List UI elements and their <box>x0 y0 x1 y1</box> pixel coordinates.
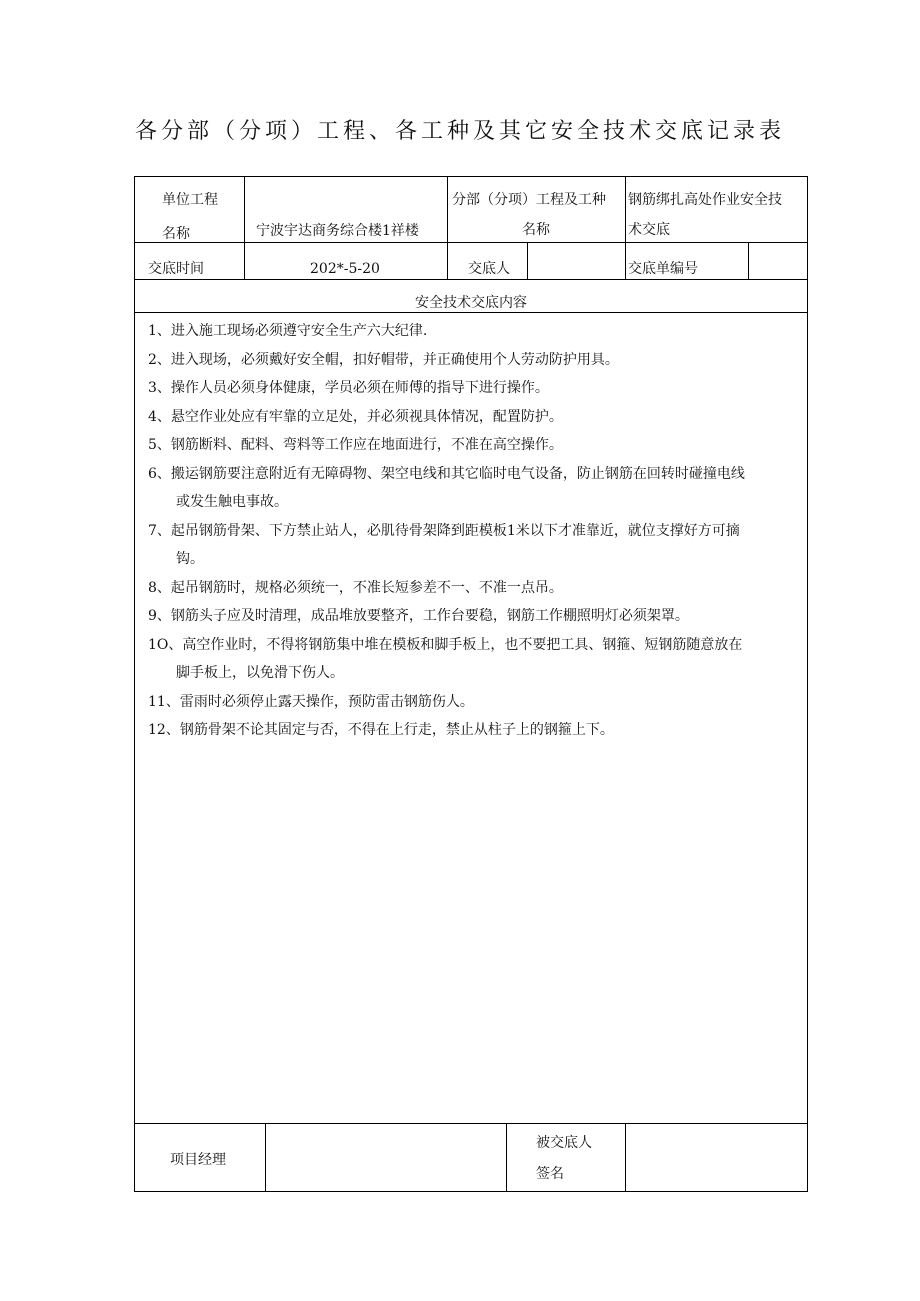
col-divider <box>506 1123 507 1192</box>
col-divider <box>265 1123 266 1192</box>
col-divider <box>748 242 749 279</box>
unit-name-value: 宁波宇达商务综合楼1祥楼 <box>256 223 419 239</box>
sub-project-label-1: 分部（分项）工程及工种 <box>452 192 606 208</box>
col-divider <box>527 242 528 279</box>
page-title: 各分部（分项）工程、各工种及其它安全技术交底记录表 <box>134 119 785 144</box>
receiver-label-2: 签名 <box>536 1166 564 1182</box>
manager-label: 项目经理 <box>170 1152 226 1168</box>
row-divider <box>134 312 808 313</box>
list-item: 1O、高空作业时，不得将钢筋集中堆在模板和脚手板上，也不要把工具、钢箍、短钢筋随意放在 脚手板上，以免滑下伤人。 <box>148 636 743 681</box>
list-item: 5、钢筋断料、配料、弯料等工作应在地面进行，不准在高空操作。 <box>148 437 563 453</box>
col-divider <box>625 176 626 279</box>
list-item: 2、进入现场，必须戴好安全帽，扣好帽带，并正确使用个人劳动防护用具。 <box>148 351 619 368</box>
list-item: 9、钢筋头子应及时清理，成品堆放要整齐，工作台要稳，钢筋工作棚照明灯必须架罩。 <box>148 608 689 624</box>
number-label: 交底单编号 <box>628 261 698 277</box>
row-divider <box>134 1123 808 1124</box>
list-item: 1、进入施工现场必须遵守安全生产六大纪律. <box>148 323 428 339</box>
list-item: 6、搬运钢筋要注意附近有无障碍物、架空电线和其它临时电气设备，防止钢筋在回转时碰撞电线 或发生触电事故。 <box>148 465 745 510</box>
row-divider <box>134 242 808 243</box>
content-list <box>148 317 806 745</box>
col-divider <box>447 176 448 279</box>
sub-project-label-2: 名称 <box>522 222 550 238</box>
time-value: 202*-5-20 <box>310 261 380 277</box>
row-divider <box>134 279 808 280</box>
col-divider <box>244 176 245 279</box>
list-item: 11、雷雨时必须停止露天操作，预防雷击钢筋伤人。 <box>148 693 474 710</box>
sub-project-value-2: 术交底 <box>628 222 670 238</box>
receiver-label-1: 被交底人 <box>536 1135 592 1151</box>
list-item: 7、起吊钢筋骨架、下方禁止站人，必肌待骨架降到距模板1米以下才准靠近，就位支撑好方可摘 钩。 <box>148 522 740 567</box>
unit-name-label-2: 名称 <box>162 226 190 242</box>
sub-project-value-1: 钢筋绑扎高处作业安全技 <box>628 192 782 208</box>
col-divider <box>625 1123 626 1192</box>
unit-name-label-1: 单位工程 <box>162 192 218 208</box>
person-label: 交底人 <box>468 261 510 277</box>
list-item: 12、钢筋骨架不论其固定与否，不得在上行走，禁止从柱子上的钢箍上下。 <box>148 722 614 738</box>
list-item: 3、操作人员必须身体健康，学员必须在师傅的指导下进行操作。 <box>148 380 549 396</box>
list-item: 8、起吊钢筋时，规格必须统一，不准长短参差不一、不准一点吊。 <box>148 579 563 596</box>
time-label: 交底时间 <box>148 261 204 277</box>
list-item: 4、悬空作业处应有牢靠的立足处，并必须视具体情况，配置防护。 <box>148 408 563 425</box>
content-title: 安全技术交底内容 <box>415 295 527 311</box>
